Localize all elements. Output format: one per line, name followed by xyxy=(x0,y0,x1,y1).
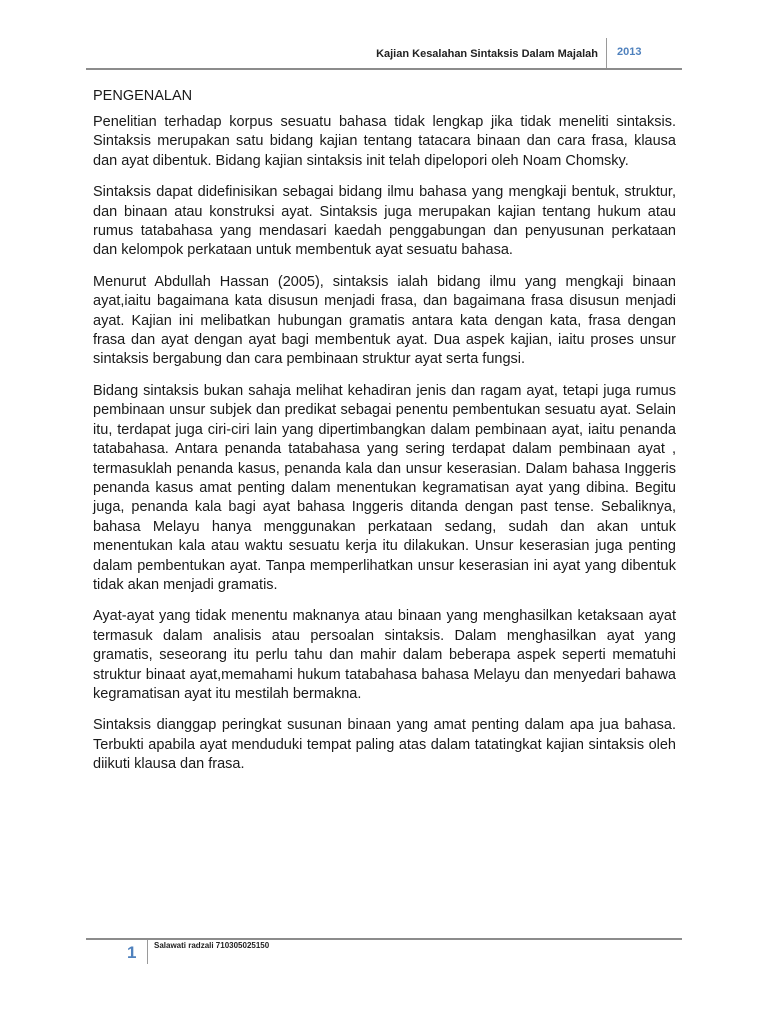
header-rule xyxy=(86,68,682,70)
paragraph-5: Ayat-ayat yang tidak menentu maknanya atau binaan yang menghasilkan ketaksaan ayat termasuk dalam analisis atau persoalan sintaksis. Dalam menghasilkan ayat yang gramatis, seseorang itu perlu tahu dan mahir dalam beberapa aspek seperti mematuhi struktur binaat ayat,memahami hukum tatabahasa bahasa Melayu dan menyedari bahawa kegramatisan ayat itu mestilah bermakna. xyxy=(93,608,676,702)
header-title: Kajian Kesalahan Sintaksis Dalam Majalah xyxy=(376,48,598,60)
footer-divider xyxy=(147,940,148,964)
paragraph-3: Menurut Abdullah Hassan (2005), sintaksis ialah bidang ilmu yang mengkaji binaan ayat,iaitu bagaimana kata disusun menjadi frasa, dan bagaimana frasa disusun menjadi ayat. Kajian ini melibatkan hubungan gramatis antara kata dengan kata, frasa dengan frasa dan ayat dengan ayat bagi membentuk ayat. Dua aspek kajian, iaitu proses unsur sintaksis bergabung dan cara pembinaan struktur ayat serta fungsi. xyxy=(93,273,676,368)
paragraph-6: Sintaksis dianggap peringkat susunan binaan yang amat penting dalam apa jua bahasa. Terbukti apabila ayat menduduki tempat paling atas dalam tatatingkat kajian sintaksis oleh diikuti klausa dan frasa. xyxy=(93,717,676,773)
page-header xyxy=(86,38,682,70)
document-body xyxy=(93,87,676,787)
header-year: 2013 xyxy=(617,46,642,58)
paragraph-1: Penelitian terhadap korpus sesuatu bahasa tidak lengkap jika tidak meneliti sintaksis. Sintaksis merupakan satu bidang kajian tentang tatacara binaan dan cara frasa, klausa dan ayat dibentuk. Bidang kajian sintaksis init telah dipelopori oleh Noam Chomsky. xyxy=(93,114,676,169)
paragraph-4: Bidang sintaksis bukan sahaja melihat kehadiran jenis dan ragam ayat, tetapi juga rumus pembinaan unsur subjek dan predikat sebagai penentu pembentukan sesuatu ayat. Selain itu, terdapat juga ciri-ciri lain yang dipertimbangkan dalam pembinaan ayat, iaitu penanda tatabahasa. Antara penanda tatabahasa yang sering terdapat dalam pembinaan ayat , termasuklah penanda kasus, penanda kala dan unsur keserasian. Dalam bahasa Inggeris penanda kasus amat penting dalam menentukan kegramatisan ayat yang dibina. Begitu juga, penanda kala bagi ayat bahasa Inggeris ditanda dengan past tense. Sebaliknya, bahasa Melayu hanya menggunakan perkataan sedang, sudah dan akan untuk menentukan kala atau waktu sesuatu kerja itu dilakukan. Unsur keserasian juga penting dalam pembentukan ayat. Tanpa memperlihatkan unsur keserasian ini ayat yang dibentuk tidak akan menjadi gramatis. xyxy=(93,382,676,593)
header-divider xyxy=(606,38,607,68)
page-number: 1 xyxy=(127,943,137,962)
footer-rule xyxy=(86,938,682,940)
paragraph-2: Sintaksis dapat didefinisikan sebagai bidang ilmu bahasa yang mengkaji bentuk, struktur, dan binaan atau konstruksi ayat. Sintaksis juga merupakan kajian tentang hukum atau rumus tatabahasa yang mendasari kaedah penggabungan dan penyusunan perkataan dan kelompok perkataan untuk membentuk ayat sesuatu bahasa. xyxy=(93,184,676,259)
section-heading: PENGENALAN xyxy=(93,88,193,104)
footer-author: Salawati radzali 710305025150 xyxy=(154,941,270,950)
